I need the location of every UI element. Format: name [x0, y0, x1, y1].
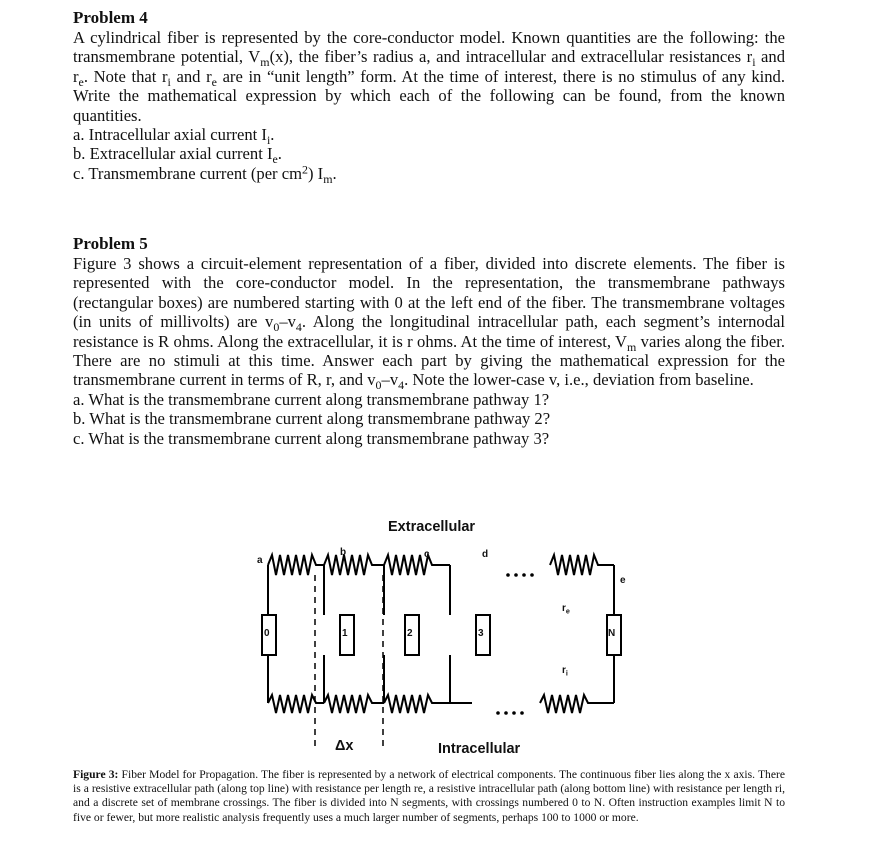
membrane-label-0: 0 [264, 628, 270, 639]
extracellular-label: Extracellular [388, 519, 476, 535]
node-label-a: a [257, 555, 263, 566]
extracellular-resistor-3 [384, 555, 450, 575]
membrane-label-3: 3 [478, 628, 484, 639]
ellipsis-top-dot [522, 573, 526, 577]
membrane-label-1: 1 [342, 628, 348, 639]
figure-3-caption: Figure 3: Fiber Model for Propagation. The fiber is represented by a network of electrical components. The continuous fiber lies along the x axis. There is a resistive extracellular path (along top line) with resistance per length re, a resistive intracellular path (along bottom line) with resistance per length ri, and a discrete set of membrane crossings. The fiber is divided into N segments, with crossings numbered 0 to N. Often instruction examples limit N to five or fewer, but more realistic analysis frequently uses a much larger number of segments, perhaps 100 to 1000 or more. [73, 768, 786, 824]
node-label-d: d [482, 549, 489, 560]
problem-4 [73, 7, 786, 187]
re-label: $r_e$ [562, 603, 570, 616]
intracellular-resistor-n [540, 695, 614, 713]
problem-4-item-a: a. Intracellular axial current $I_i$. [73, 125, 275, 148]
problem-5 [73, 233, 785, 448]
problem-4-item-b: b. Extracellular axial current $I_e$. [73, 144, 282, 167]
circuit-diagram [240, 515, 640, 765]
problem-5-item-c: c. What is the transmembrane current along transmembrane pathway 3? [73, 428, 550, 448]
problem-5-item-a: a. What is the transmembrane current along transmembrane pathway 1? [73, 389, 550, 409]
problem-5-title: Problem 5 [73, 234, 148, 253]
ellipsis-bottom-dot [496, 711, 500, 715]
figure-3-circuit [240, 515, 640, 765]
extracellular-resistor-n [550, 555, 614, 575]
node-label-e: e [620, 575, 626, 586]
extracellular-resistor-1 [268, 555, 324, 575]
delta-x-label: Δx [335, 738, 354, 754]
ellipsis-bottom-dot [504, 711, 508, 715]
intracellular-resistor-3 [384, 695, 472, 713]
ellipsis-top-dot [514, 573, 518, 577]
intracellular-resistor-2 [324, 695, 384, 713]
membrane-label-n: N [608, 628, 616, 639]
ri-label: $r_i$ [562, 665, 568, 678]
problem-4-item-c: c. Transmembrane current (per $cm^2$) $I_m$. [73, 162, 337, 187]
node-label-b: b [340, 547, 347, 558]
intracellular-label: Intracellular [438, 741, 521, 757]
problem-5-item-b: b. What is the transmembrane current along transmembrane pathway 2? [73, 409, 551, 429]
node-label-c: c [424, 549, 430, 560]
ellipsis-bottom-dot [512, 711, 516, 715]
problem-5-body: Figure 3 shows a circuit-element representation of a fiber, divided into discrete elements. The fiber is represented with the core-conductor model. In the representation, the transmembrane pathways (rectangular boxes) are numbered starting with 0 at the left end of the fiber. The transmembrane voltages (in units of millivolts) are $v_0-v_4$. Along the longitudinal intracellular path, each segment’s internodal resistance is R ohms. Along the extracellular, it is r ohms. At the time of interest, $V_m$ varies along the fiber. There are no stimuli at this time. Answer each part by giving the mathematical expression for the transmembrane current in terms of R, r, and $v_0-v_4$. Note the lower-case v, i.e., deviation from baseline. [73, 254, 785, 393]
extracellular-resistor-2 [324, 555, 384, 575]
ellipsis-top-dot [506, 573, 510, 577]
ellipsis-top-dot [530, 573, 534, 577]
membrane-label-2: 2 [407, 628, 413, 639]
ellipsis-bottom-dot [520, 711, 524, 715]
problem-4-title: Problem 4 [73, 8, 148, 27]
problem-4-body: A cylindrical fiber is represented by the core-conductor model. Known quantities are the following: the transmembrane potential, $V_m(x)$, the fiber’s radius a, and intracellular and extracellular resistances $r_i$ and $r_e$. Note that $r_i$ and $r_e$ are in “unit length” form. At the time of interest, there is no stimulus of any kind. Write the mathematical expression by which each of the following can be found, from the known quantities. [73, 28, 786, 125]
